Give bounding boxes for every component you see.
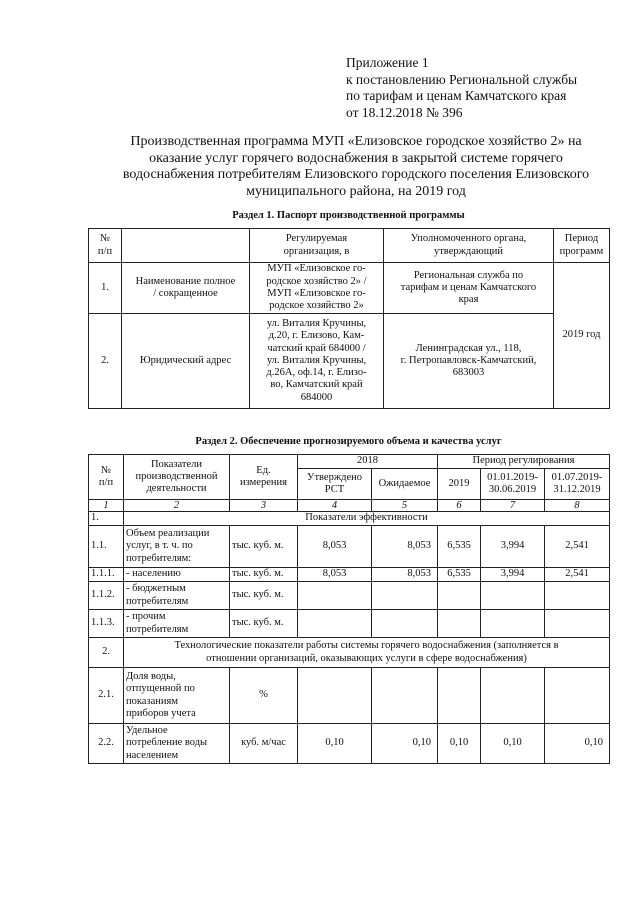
table-row	[89, 668, 610, 724]
header-num	[89, 229, 122, 263]
title-line: водоснабжения потребителям Елизовского городского поселения Елизовского	[122, 167, 590, 182]
row-org	[250, 314, 384, 409]
text-line: МУП «Елизовское го-	[267, 263, 366, 275]
title-line: оказание услуг горячего водоснабжения в закрытой системе горячего	[149, 150, 563, 166]
row-unit: куб. м/час	[230, 724, 298, 764]
text-line: г. Петропавловск-Камчатский,	[400, 354, 537, 366]
header-period: Период регулирования	[438, 455, 610, 469]
row-num: 1.1.1.	[89, 568, 124, 582]
header-unit	[230, 455, 298, 500]
text-line: / сокращенное	[153, 288, 218, 299]
row-num: 1.	[89, 263, 122, 314]
row-num: 2.2.	[89, 724, 124, 764]
value-expected	[372, 668, 438, 724]
col-number: 4	[298, 500, 372, 512]
text-line: населением	[126, 749, 179, 761]
col-number: 6	[438, 500, 481, 512]
value-expected	[372, 610, 438, 638]
text-line: 683003	[452, 367, 485, 379]
text-line: Объем реализации	[126, 528, 210, 540]
text-line: организация, в	[283, 245, 350, 257]
text-line: утверждающий	[433, 245, 504, 257]
col-number: 1	[89, 500, 124, 512]
passport-row	[89, 263, 610, 314]
text-line: №	[99, 233, 111, 245]
header-2018: 2018	[298, 455, 438, 469]
text-line: края	[458, 294, 479, 306]
text-line: №	[100, 464, 112, 476]
text-line: Юридический адрес	[139, 354, 232, 366]
row-unit: тыс. куб. м.	[230, 610, 298, 638]
value-expected: 0,10	[372, 724, 438, 764]
text-line: Удельное	[126, 725, 168, 737]
header-num	[89, 455, 124, 500]
col-number: 2	[124, 500, 230, 512]
text-line: потребителям	[126, 623, 189, 635]
text-line: Показатели	[150, 458, 203, 470]
passport-row	[89, 314, 610, 409]
text-line: услуг, в т. ч. по	[126, 540, 193, 552]
text-line: показаниям	[126, 695, 178, 707]
text-line: Региональная служба по	[413, 269, 524, 281]
text-line: Наименование полное	[135, 275, 236, 287]
text-line: - прочим	[126, 611, 166, 623]
header-expected: Ожидаемое	[372, 469, 438, 500]
text-line: Утверждено	[307, 471, 362, 483]
row-label	[124, 668, 230, 724]
text-line: тарифам и ценам Камчатского	[400, 281, 537, 293]
value-expected: 8,053	[372, 568, 438, 582]
text-line: - населению	[126, 568, 181, 580]
row-label	[124, 526, 230, 568]
text-line: Технологические показатели работы системы горячего водоснабжения (заполняется в	[174, 640, 559, 652]
value-h2: 0,10	[545, 724, 610, 764]
appendix-line: Приложение 1	[346, 55, 429, 70]
value-approved	[298, 610, 372, 638]
row-num: 2.	[89, 638, 124, 668]
value-h1	[481, 668, 545, 724]
value-2019	[438, 668, 481, 724]
value-h2: 2,541	[545, 526, 610, 568]
value-h1	[481, 610, 545, 638]
value-h2: 2,541	[545, 568, 610, 582]
value-expected: 8,053	[372, 526, 438, 568]
row-unit: тыс. куб. м.	[230, 526, 298, 568]
tech-header-row	[89, 638, 610, 668]
text-line: МУП «Елизовское го-	[267, 288, 366, 299]
row-unit: %	[230, 668, 298, 724]
services-table	[88, 454, 610, 764]
value-h1: 0,10	[481, 724, 545, 764]
text-line: во, Камчатский край	[270, 379, 363, 391]
col-number: 8	[545, 500, 610, 512]
appendix-block	[346, 55, 577, 121]
row-num: 1.1.2.	[89, 582, 124, 610]
text-line: потребителям	[126, 595, 189, 607]
text-line: родское хозяйство 2» /	[266, 275, 367, 287]
value-h1: 3,994	[481, 568, 545, 582]
row-num: 1.1.3.	[89, 610, 124, 638]
col-number: 3	[230, 500, 298, 512]
table-row	[89, 610, 610, 638]
text-line: п/п	[97, 245, 113, 257]
header-2019: 2019	[438, 469, 481, 500]
text-line: ул. Виталия Кручины,	[266, 354, 367, 366]
text-line: 31.12.2019	[553, 484, 601, 495]
efficiency-header-row	[89, 512, 610, 526]
text-line: чатский край 684000 /	[267, 342, 366, 354]
header-empty	[122, 229, 250, 263]
section1-title: Раздел 1. Паспорт производственной программы	[232, 210, 465, 221]
text-line: потребление воды	[126, 737, 208, 749]
period-value: 2019 год	[554, 263, 610, 409]
value-approved	[298, 668, 372, 724]
row-unit: тыс. куб. м.	[230, 568, 298, 582]
text-line: отношении организаций, оказывающих услуги в сфере водоснабжения)	[206, 652, 527, 664]
text-line: приборов учета	[126, 707, 196, 719]
appendix-line: к постановлению Региональной службы	[346, 71, 578, 87]
row-num: 2.1.	[89, 668, 124, 724]
header-indicator	[124, 455, 230, 500]
text-line: Уполномоченного органа,	[410, 233, 527, 245]
value-2019: 6,535	[438, 568, 481, 582]
row-label	[124, 724, 230, 764]
value-2019	[438, 582, 481, 610]
text-line: родское хозяйство 2»	[269, 300, 364, 312]
table-row	[89, 526, 610, 568]
row-label	[122, 263, 250, 314]
header-approved	[298, 469, 372, 500]
document-title	[96, 134, 616, 200]
title-line: муниципального района, на 2019 год	[246, 183, 466, 199]
efficiency-label: Показатели эффективности	[124, 512, 610, 526]
text-line: потребителям:	[126, 552, 192, 564]
text-line: Регулируемая	[285, 233, 348, 245]
header-auth	[384, 229, 554, 263]
value-2019: 6,535	[438, 526, 481, 568]
text-line: Период	[564, 233, 599, 245]
title-line: Производственная программа МУП «Елизовское городское хозяйство 2» на	[130, 134, 582, 149]
table-row	[89, 568, 610, 582]
section2-title: Раздел 2. Обеспечение прогнозируемого объема и качества услуг	[195, 436, 502, 447]
value-approved: 8,053	[298, 568, 372, 582]
text-line: ул. Виталия Кручины,	[266, 317, 367, 329]
text-line: деятельности	[146, 483, 207, 495]
text-line: п/п	[98, 477, 114, 488]
row-num: 1.1.	[89, 526, 124, 568]
text-line: 01.07.2019-	[551, 471, 603, 483]
header-h2	[545, 469, 610, 500]
text-line: д.26А, оф.14, г. Елизо-	[266, 367, 367, 379]
text-line: Ленинградская ул., 118,	[415, 342, 522, 354]
row-auth	[384, 314, 554, 409]
column-numbers-row	[89, 500, 610, 512]
tech-label	[124, 638, 610, 668]
text-line: РСТ	[324, 484, 345, 495]
row-label	[124, 582, 230, 610]
value-2019: 0,10	[438, 724, 481, 764]
header-org	[250, 229, 384, 263]
value-h2	[545, 610, 610, 638]
row-label	[124, 610, 230, 638]
table-row	[89, 724, 610, 764]
header-period	[554, 229, 610, 263]
value-approved: 0,10	[298, 724, 372, 764]
text-line: 684000	[300, 391, 333, 403]
row-label	[124, 568, 230, 582]
passport-table	[88, 228, 610, 409]
text-line: отпущенной по	[126, 683, 195, 695]
row-label	[122, 314, 250, 409]
table-row	[89, 582, 610, 610]
appendix-line: от 18.12.2018 № 396	[346, 104, 463, 120]
passport-header-row	[89, 229, 610, 263]
row-unit: тыс. куб. м.	[230, 582, 298, 610]
text-line: д.20, г. Елизово, Кам-	[268, 330, 365, 342]
value-expected	[372, 582, 438, 610]
header-h1	[481, 469, 545, 500]
text-line: 30.06.2019	[488, 484, 537, 495]
value-approved: 8,053	[298, 526, 372, 568]
text-line: 01.01.2019-	[487, 471, 538, 483]
value-h1	[481, 582, 545, 610]
text-line: Доля воды,	[126, 670, 176, 682]
text-line: измерения	[240, 477, 287, 488]
text-line: Ед.	[256, 464, 271, 476]
row-org	[250, 263, 384, 314]
col-number: 5	[372, 500, 438, 512]
services-header-row	[89, 455, 610, 469]
value-h2	[545, 582, 610, 610]
col-number: 7	[481, 500, 545, 512]
value-approved	[298, 582, 372, 610]
text-line: программ	[559, 245, 604, 257]
value-2019	[438, 610, 481, 638]
value-h2	[545, 668, 610, 724]
text-line: производственной	[135, 470, 218, 482]
row-num: 1.	[89, 512, 124, 526]
row-num: 2.	[89, 314, 122, 409]
value-h1: 3,994	[481, 526, 545, 568]
row-auth	[384, 263, 554, 314]
text-line: - бюджетным	[126, 583, 186, 595]
appendix-line: по тарифам и ценам Камчатского края	[346, 88, 567, 103]
